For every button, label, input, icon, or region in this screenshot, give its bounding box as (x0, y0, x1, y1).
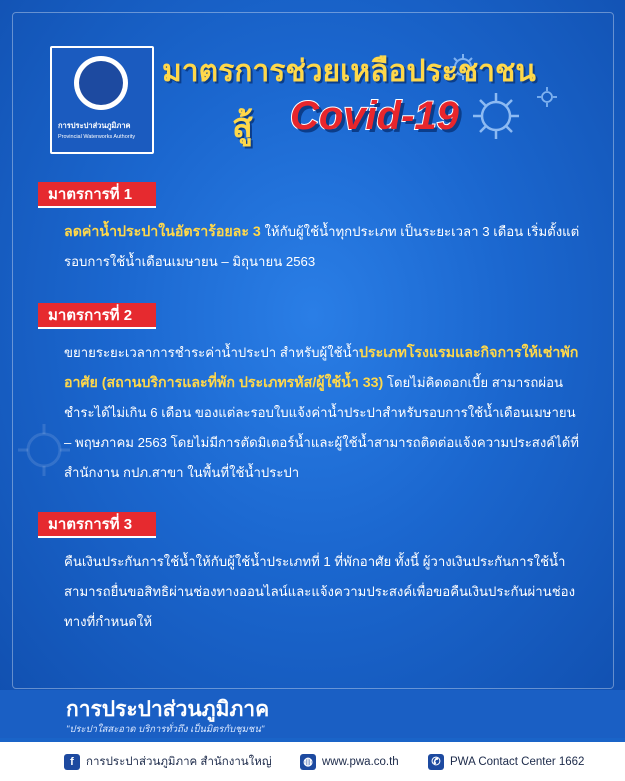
footer-title: การประปาส่วนภูมิภาค (66, 698, 270, 721)
virus-icon-large (470, 90, 522, 142)
footer-slogan: "ประปาใสสะอาด บริการทั่วถึง เป็นมิตรกับชุมชน" (66, 724, 265, 735)
measure-2-text (64, 338, 584, 488)
globe-icon: ◍ (300, 754, 316, 770)
measure-1-highlight: ลดค่าน้ำประปาในอัตราร้อยละ 3 (64, 224, 261, 240)
page-title: มาตรการช่วยเหลือประชาชน (162, 55, 536, 88)
logo-name: การประปาส่วนภูมิภาค (58, 121, 131, 130)
logo-emblem-icon (74, 56, 128, 110)
phone-label: PWA Contact Center 1662 (450, 756, 585, 768)
phone-link[interactable] (428, 752, 584, 772)
logo-subtitle: Provincial Waterworks Authority (58, 134, 136, 140)
measure-1-body: ให้กับผู้ใช้น้ำทุกประเภท เป็นระยะเวลา 3 เดือน เริ่มตั้งแต่รอบการใช้น้ำเดือนเมษายน – มิถุนายน 2563 (64, 224, 580, 269)
measure-3-body: คืนเงินประกันการใช้น้ำให้กับผู้ใช้น้ำประเภทที่ 1 ที่พักอาศัย ทั้งนี้ ผู้วางเงินประกันการใช้น้ำสามารถยื่นขอสิทธิผ่านช่องทางออนไลน์และแจ้งความประสงค์เพื่อขอคืนเงินประกันผ่านช่องทางที่กำหนดให้ (64, 554, 576, 629)
facebook-link[interactable] (64, 752, 272, 772)
website-label: www.pwa.co.th (322, 756, 399, 768)
title-su: สู้ (232, 107, 253, 145)
measure-3-tag: มาตรการที่ 3 (38, 512, 156, 538)
measure-2-body-after: โดยไม่คิดดอกเบี้ย สามารถผ่อนชำระได้ไม่เกิน 6 เดือน ของแต่ละรอบใบแจ้งค่าน้ำประปาสำหรับรอบการใช้น้ำเดือนเมษายน – พฤษภาคม 2563 โดยไม่มีการตัดมิเตอร์น้ำและผู้ใช้น้ำสามารถติดต่อแจ้งความประสงค์ได้ที่สำนักงาน กปภ.สาขา ในพื้นที่ใช้น้ำประปา (64, 375, 579, 480)
title-covid: Covid-19 (290, 94, 459, 138)
facebook-label: การประปาส่วนภูมิภาค สำนักงานใหญ่ (86, 756, 272, 768)
measure-2-body-before: ขยายระยะเวลาการชำระค่าน้ำประปา สำหรับผู้ใช้น้ำ (64, 345, 360, 360)
measure-1-text (64, 217, 584, 277)
phone-icon: ✆ (428, 754, 444, 770)
website-link[interactable] (300, 752, 399, 772)
measure-2-highlight: ประเภทโรงแรมและกิจการให้เช่าพักอาศัย (สถานบริการและที่พัก ประเภทรหัส/ผู้ใช้น้ำ 33) (64, 345, 579, 391)
pwa-logo (50, 46, 154, 154)
facebook-icon: f (64, 754, 80, 770)
measure-1-tag: มาตรการที่ 1 (38, 182, 156, 208)
measure-3-text (64, 547, 584, 637)
measure-2-tag: มาตรการที่ 2 (38, 303, 156, 329)
